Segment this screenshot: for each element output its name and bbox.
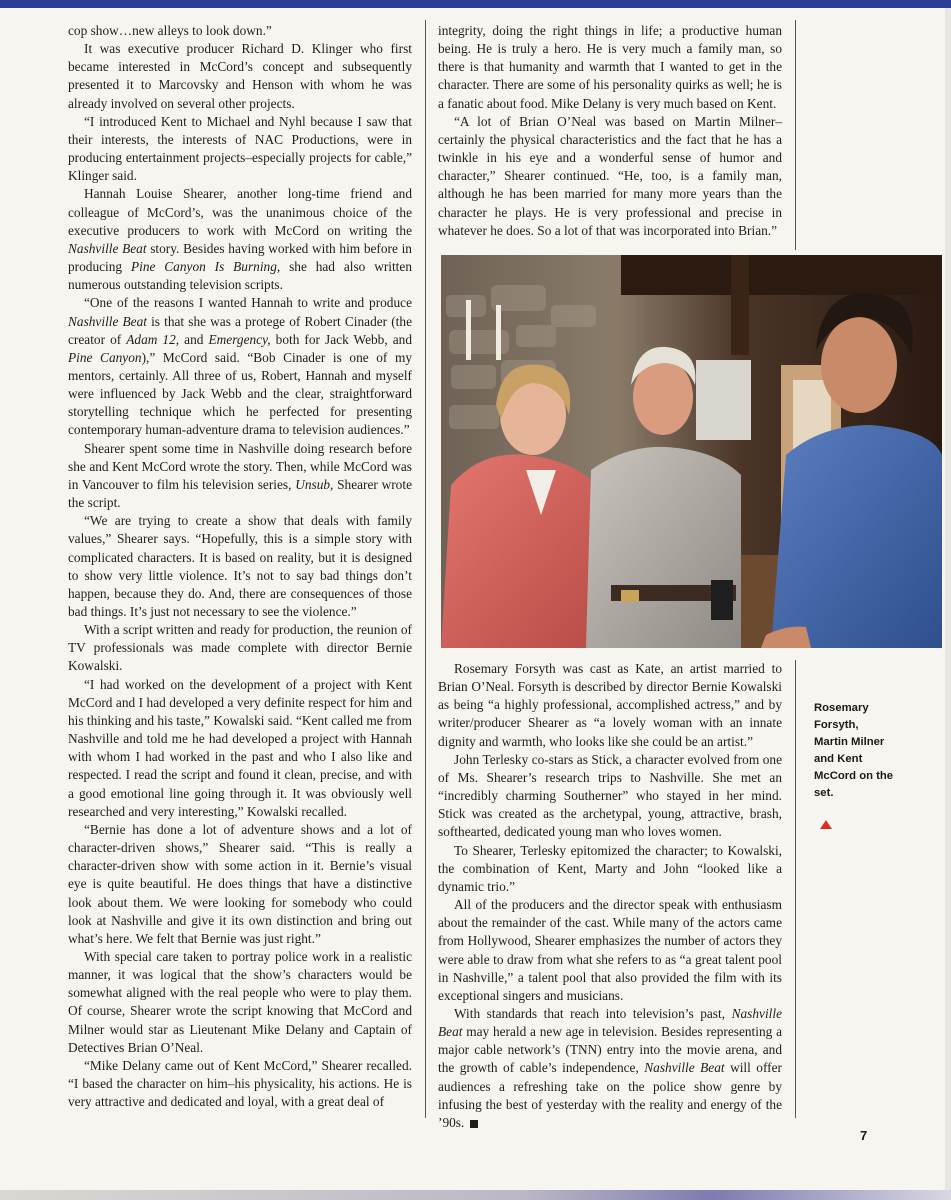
show-title: Unsub, bbox=[295, 476, 334, 492]
paragraph: With standards that reach into television’s past, Nashville Beat may herald a new age in television. Besides representing a major cable network’s (TNN) entry into the movie arena, and the growth of cable’s independence, Nashville Beat will offer audiences a refreshing take on the police show genre by infusing the best of yesterday with the reality and energy of the ’90s. bbox=[438, 1005, 782, 1130]
paragraph: Shearer spent some time in Nashville doing research before she and Kent McCord wrote the story. Then, while McCord was in Vancouver to film his television series, Unsub, Shearer wrote the script. bbox=[68, 440, 412, 511]
column-divider bbox=[795, 20, 796, 250]
article-column-right-top bbox=[438, 22, 782, 240]
paragraph: With a script written and ready for production, the reunion of TV professionals was made complete with director Bernie Kowalski. bbox=[68, 622, 412, 674]
paragraph: With special care taken to portray police work in a realistic manner, it was logical that the show’s characters would be somewhat aligned with the real people who were to play them. Of course, Shearer wrote the script knowing that McCord and Milner would star as Lieutenant Mike Delany and Captain of Detectives Brian O’Neal. bbox=[68, 948, 412, 1055]
paragraph: It was executive producer Richard D. Klinger who first became interested in McCord’s concept and subsequently presented it to Marcovsky and Henson with whom he was already involved on several other projects. bbox=[68, 41, 412, 111]
paragraph: “A lot of Brian O’Neal was based on Martin Milner–certainly the physical characteristics and the fact that he has a twinkle in his eye and a wonderful sense of humor and character,” Shearer continued. “He, too, is a family man, although he has been married for many more years than the character he plays. He is very professional and precise in whatever he does. So a lot of that was incorporated into Brian.” bbox=[438, 113, 782, 238]
paragraph: Hannah Louise Shearer, another long-time friend and colleague of McCord’s, was the unanimous choice of the executive producers to work with McCord on writing the Nashville Beat story. Besides having worked with him before in producing Pine Canyon Is Burning, she had also written numerous outstanding television scripts. bbox=[68, 186, 412, 293]
column-divider bbox=[795, 660, 796, 1118]
cast-photo-illustration bbox=[441, 255, 942, 648]
paragraph: “We are trying to create a show that deals with family values,” Shearer says. “Hopefully, this is a simple story with complicated characters. It is based on reality, but it is designed to show very little violence. It’s not to say bad things don’t happen, because they do. And, there are consequences of those bad things. It’s just not necessary to see the violence.” bbox=[68, 513, 412, 619]
show-title: Adam 12, bbox=[126, 331, 180, 347]
page-number: 7 bbox=[860, 1128, 868, 1143]
show-title: Pine Canyon Is Burning, bbox=[130, 259, 281, 275]
show-title: Pine Canyon bbox=[68, 349, 142, 365]
article-column-left bbox=[68, 22, 412, 1111]
paragraph: Rosemary Forsyth was cast as Kate, an artist married to Brian O’Neal. Forsyth is described by director Bernie Kowalski as being “a highly professional, accomplished actress,” and by writer/producer Shearer as “a lovely woman with an innate dignity and warmth, who looks like she could be an artist.” bbox=[438, 661, 782, 749]
show-title: Nashville Beat bbox=[644, 1060, 725, 1076]
paragraph: To Shearer, Terlesky epitomized the character; to Kowalski, the combination of Kent, Marty and John “looked like a dynamic trio.” bbox=[438, 842, 782, 894]
paragraph: integrity, doing the right things in life; a productive human being. He is truly a hero. He is very much a family man, so there is that humanity and warmth that I wanted to get in the character. There are some of his personality quirks as well; he is a fanatic about food. Mike Delany is very much based on Kent. bbox=[438, 23, 782, 111]
show-title: Nashville Beat bbox=[68, 240, 147, 256]
column-divider bbox=[425, 20, 426, 1118]
end-of-article-mark bbox=[470, 1120, 478, 1128]
paragraph: “I had worked on the development of a project with Kent McCord and I had developed a very definite respect for him and his thinking and his taste,” Kowalski said. “Kent called me from Nashville and told me he had developed a project with Hannah with whom I had worked in the past and who I also like and respected. I read the script and found it clean, precise, and with a good emotional line going through it. It was obviously well researched and very interesting,” Kowalski recalled. bbox=[68, 676, 412, 819]
paragraph: cop show…new alleys to look down.” bbox=[68, 23, 272, 38]
show-title: Nashville Beat bbox=[438, 1005, 782, 1040]
show-title: Emergency, bbox=[208, 331, 271, 347]
paragraph: All of the producers and the director speak with enthusiasm about the remainder of the cast. While many of the actors came from Hollywood, Shearer emphasizes the number of actors they were able to draw from what she refers to as “a great talent pool in Nashville,” a talent pool that also provided the film with its exceptional singers and musicians. bbox=[438, 897, 782, 1003]
paragraph: “Bernie has done a lot of adventure shows and a lot of character-driven shows,” Shearer said. “This is really a character-driven show with some action in it. Bernie’s visual eye is quite beautiful. He does things that have a distinctive look about them. We were looking for somebody who could look at Nashville and give it its own distinction and bring out what’s here. We felt that Bernie was just right.” bbox=[68, 821, 412, 946]
show-title: Nashville Beat bbox=[68, 313, 147, 329]
cast-photo bbox=[441, 255, 942, 648]
bottom-edge-strip bbox=[0, 1190, 951, 1200]
paragraph: “I introduced Kent to Michael and Nyhl because I saw that their interests, the interests of NAC Productions, were in producing entertainment projects–especially projects for cable,” Klinger said. bbox=[68, 113, 412, 184]
paragraph: John Terlesky co-stars as Stick, a character evolved from one of Ms. Shearer’s research trips to Nashville. She met an “incredibly charming Southerner” who stayed in her mind. Stick was created as the archetypal, young, attractive, brash, softhearted, dedicated young man who loves women. bbox=[438, 751, 782, 840]
photo-caption: Rosemary Forsyth, Martin Milner and Kent McCord on the set. bbox=[814, 702, 894, 799]
caption-pointer-icon bbox=[820, 820, 832, 829]
paragraph: “One of the reasons I wanted Hannah to write and produce Nashville Beat is that she was a protege of Robert Cinader (the creator of Adam 12, and Emergency, both for Jack Webb, and Pine Canyon),” McCord said. “Bob Cinader is one of my mentors, certainly. All three of us, Robert, Hannah and myself were influenced by Jack Webb and the clear, straightforward storytelling technique which he perfected for presenting contemporary human-adventure drama to television audiences.” bbox=[68, 295, 412, 438]
paragraph: “Mike Delany came out of Kent McCord,” Shearer recalled. “I based the character on him–his physicality, his actions. He is very attractive and dedicated and loyal, with a great deal of bbox=[68, 1057, 412, 1110]
article-column-right-bottom bbox=[438, 660, 782, 1132]
top-blue-rule bbox=[0, 0, 951, 8]
page-edge bbox=[945, 8, 951, 1200]
